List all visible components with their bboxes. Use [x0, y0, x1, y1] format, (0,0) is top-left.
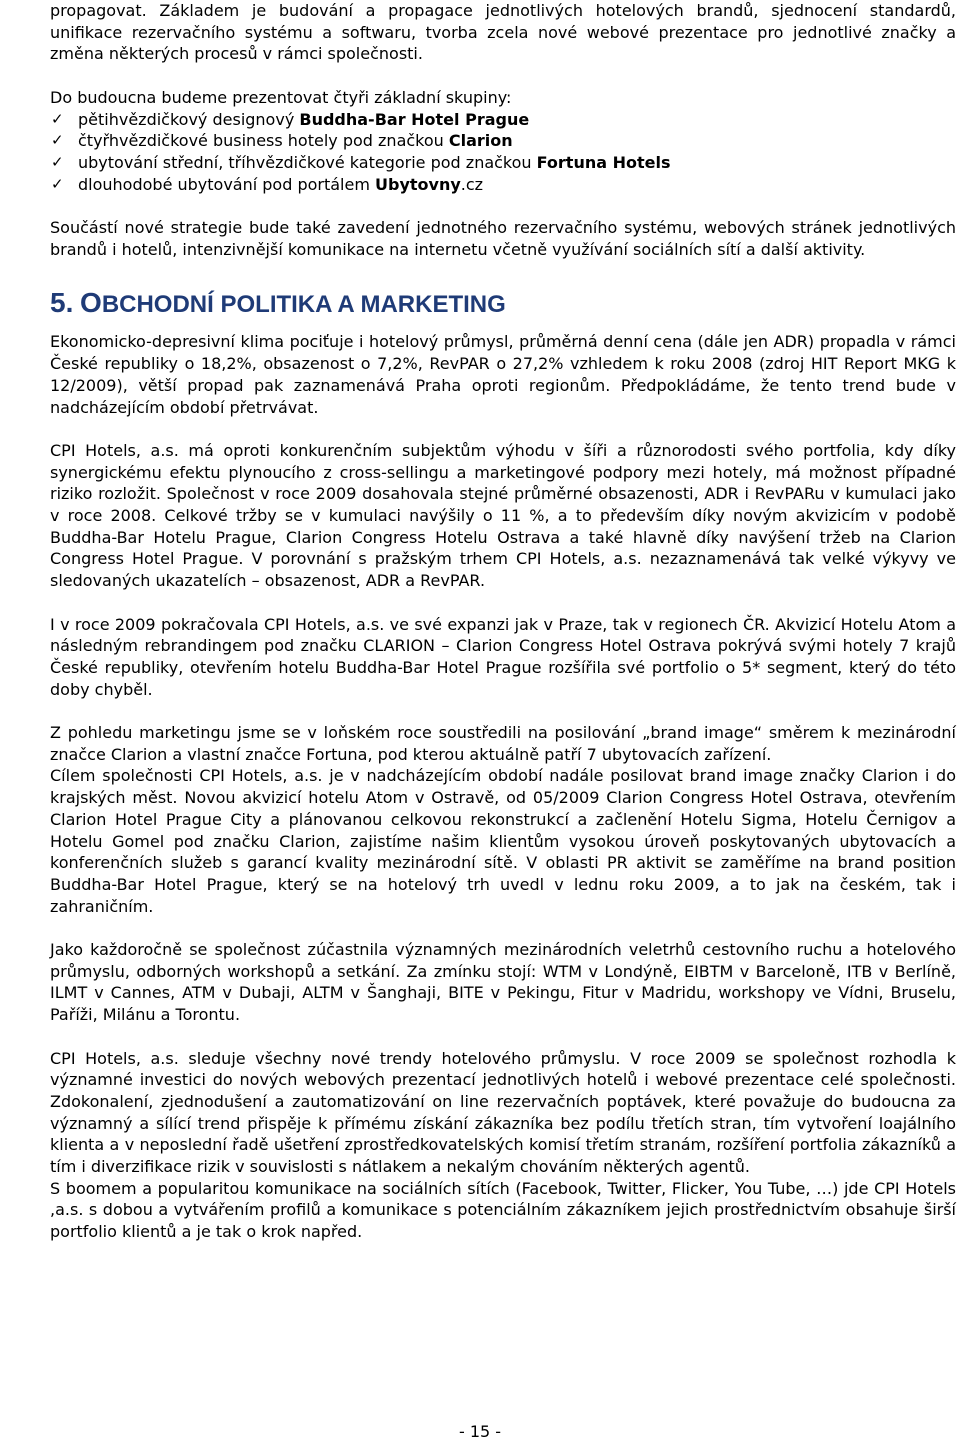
section-number: 5.	[50, 287, 74, 319]
checkmark-icon: ✓	[51, 109, 64, 128]
paragraph-intro: propagovat. Základem je budování a propagace jednotlivých hotelových brandů, sjednocení standardů, unifikace rezervačního systému a softwaru, tvorba zcela nové webové prezentace pro jednotlivé značky a změna některých procesů v rámci společnosti.	[50, 1, 956, 64]
brand-name: Ubytovny	[375, 174, 461, 194]
paragraph: Cílem společnosti CPI Hotels, a.s. je v nadcházejícím období nadále posilovat brand image značky Clarion i do krajských měst. Novou akvizicí hotelu Atom v Ostravě, od 05/2009 Clarion Congress Hotel Ostrava, otevřením Clarion Hotel Prague City a plánovanou celkovou rekonstrukcí a začlenění Hotelu Sigma, Hotelu Černigov a Hotelu Gomel pod značku Clarion, zajistíme našim klientům vysokou úroveň poskytovaných ubytovacích a konferenčních služeb s garancí kvality mezinárodní sítě. V oblasti PR aktivit se zaměříme na brand position Buddha-Bar Hotel Prague, který se na hotelový trh uvedl v lednu roku 2009, a to jak na českém, tak i zahraničním.	[50, 766, 956, 916]
paragraph: S boomem a popularitou komunikace na sociálních sítích (Facebook, Twitter, Flicker, You Tube, …) jde CPI Hotels ,a.s. s dobou a vytvářením profilů a komunikace s potenciálním zákazníkem jejich prostřednictvím obsahuje širší portfolio klientů a je tak o krok napřed.	[50, 1178, 956, 1242]
page-number: - 15 -	[458, 1422, 502, 1441]
list-item-text: ubytování střední, tříhvězdičkové kategorie pod značkou	[78, 152, 537, 172]
spacer	[50, 418, 956, 440]
list-item	[50, 152, 956, 174]
spacer	[50, 65, 956, 87]
list-item-text: dlouhodobé ubytování pod portálem	[78, 174, 376, 194]
paragraph: CPI Hotels, a.s. má oproti konkurenčním subjektům výhodu v šíři a různorodosti svého portfolia, kdy díky synergickému efektu plynoucího z cross-sellingu a marketingové podpory mezi hotely, má možnost případné riziko rozložit. Společnost v roce 2009 dosahovala stejné průměrné obsazenosti, ADR i RevPARu v kumulaci jako v roce 2008. Celkové tržby se v kumulaci navýšily o 11 %, a to především díky novým akvizicím v podobě Buddha-Bar Hotelu Prague, Clarion Congress Hotelu Ostrava a také hlavně díky navýšení tržeb na Clarion Congress Hotel Prague. V porovnání s pražským trhem CPI Hotels, a.s. nezaznamenává tak velké výkyvy ve sledovaných ukazatelích – obsazenost, ADR a RevPAR.	[50, 440, 956, 591]
groups-intro: Do budoucna budeme prezentovat čtyři základní skupiny:	[50, 87, 512, 107]
checkmark-icon: ✓	[51, 152, 64, 171]
spacer	[50, 195, 956, 217]
paragraph: Jako každoročně se společnost zúčastnila významných mezinárodních veletrhů cestovního ruchu a hotelového průmyslu, odborných workshopů a setkání. Za zmínku stojí: WTM v Londýně, EIBTM v Barceloně, ITB v Berlíně, ILMT v Cannes, ATM v Dubaji, ALTM v Šanghaji, BITE v Pekingu, Fitur v Madridu, workshopy ve Vídni, Bruselu, Paříži, Milánu a Torontu.	[50, 940, 956, 1025]
section-title: BCHODNÍ POLITIKA A MARKETING	[101, 291, 506, 319]
spacer	[50, 1026, 956, 1048]
checkmark-icon: ✓	[51, 131, 64, 150]
spacer	[50, 592, 956, 614]
paragraph: I v roce 2009 pokračovala CPI Hotels, a.s. ve své expanzi jak v Praze, tak v regionech ČR. Akvizicí Hotelu Atom a následným rebrandingem pod značku CLARION – Clarion Congress Hotel Ostrava pokrývá svými hotely 7 krajů České republiky, otevřením hotelu Buddha-Bar Hotel Prague rozšířila své portfolio o 5* segment, který do této doby chyběl.	[50, 614, 956, 699]
paragraph: CPI Hotels, a.s. sleduje všechny nové trendy hotelového průmyslu. V roce 2009 se společnost rozhodla k významné investici do nových webových prezentací jednotlivých hotelů i webové prezentace celé společnosti. Zdokonalení, zjednodušení a zautomatizování on line rezervačních poptávek, které považuje do budoucna za významný a sílící trend přispěje k přímému získání zákazníka bez podílu třetích stran, tím vytvoření loajálního klienta a v neposlední řadě ušetření zprostředkovatelských komisí třetím stranám, rozšíření portfolia zákazníků a tím i diverzifikace rizik v souvislosti s nátlakem a nekalým chováním některých agentů.	[50, 1048, 956, 1177]
spacer	[50, 917, 956, 939]
spacer	[50, 700, 956, 722]
brand-groups-list	[50, 109, 956, 196]
brand-name: Fortuna Hotels	[536, 152, 671, 172]
list-item	[50, 109, 956, 131]
document-page	[50, 0, 956, 1243]
list-item-text: pětihvězdičkový designový	[78, 109, 300, 129]
paragraph: Ekonomicko-depresivní klima pociťuje i hotelový průmysl, průměrná denní cena (dále jen ADR) propadla v rámci České republiky o 18,2%, obsazenost o 7,2%, RevPAR o 27,2% vzhledem k roku 2008 (zdroj HIT Report MKG k 12/2009), větší propad pak zaznamenává Praha oproti regionům. Předpokládáme, že tento trend bude v nadcházejícím období přetrvávat.	[50, 332, 956, 417]
list-item-suffix: .cz	[460, 174, 484, 194]
section-title-initial: O	[80, 287, 102, 319]
brand-name: Clarion	[448, 131, 513, 151]
list-item-text: čtyřhvězdičkové business hotely pod značkou	[78, 131, 449, 151]
checkmark-icon: ✓	[51, 174, 64, 193]
spacer	[50, 260, 956, 281]
section-heading	[50, 281, 956, 325]
brand-name: Buddha-Bar Hotel Prague	[299, 109, 530, 129]
paragraph: Z pohledu marketingu jsme se v loňském roce soustředili na posilování „brand image“ směrem k mezinárodní značce Clarion a vlastní značce Fortuna, pod kterou aktuálně patří 7 ubytovacích zařízení.	[50, 723, 956, 764]
list-item	[50, 174, 956, 196]
paragraph-strategy: Součástí nové strategie bude také zavedení jednotného rezervačního systému, webových stránek jednotlivých brandů i hotelů, intenzivnější komunikace na internetu včetně využívání sociálních sítí a další aktivity.	[50, 218, 956, 259]
list-item	[50, 130, 956, 152]
